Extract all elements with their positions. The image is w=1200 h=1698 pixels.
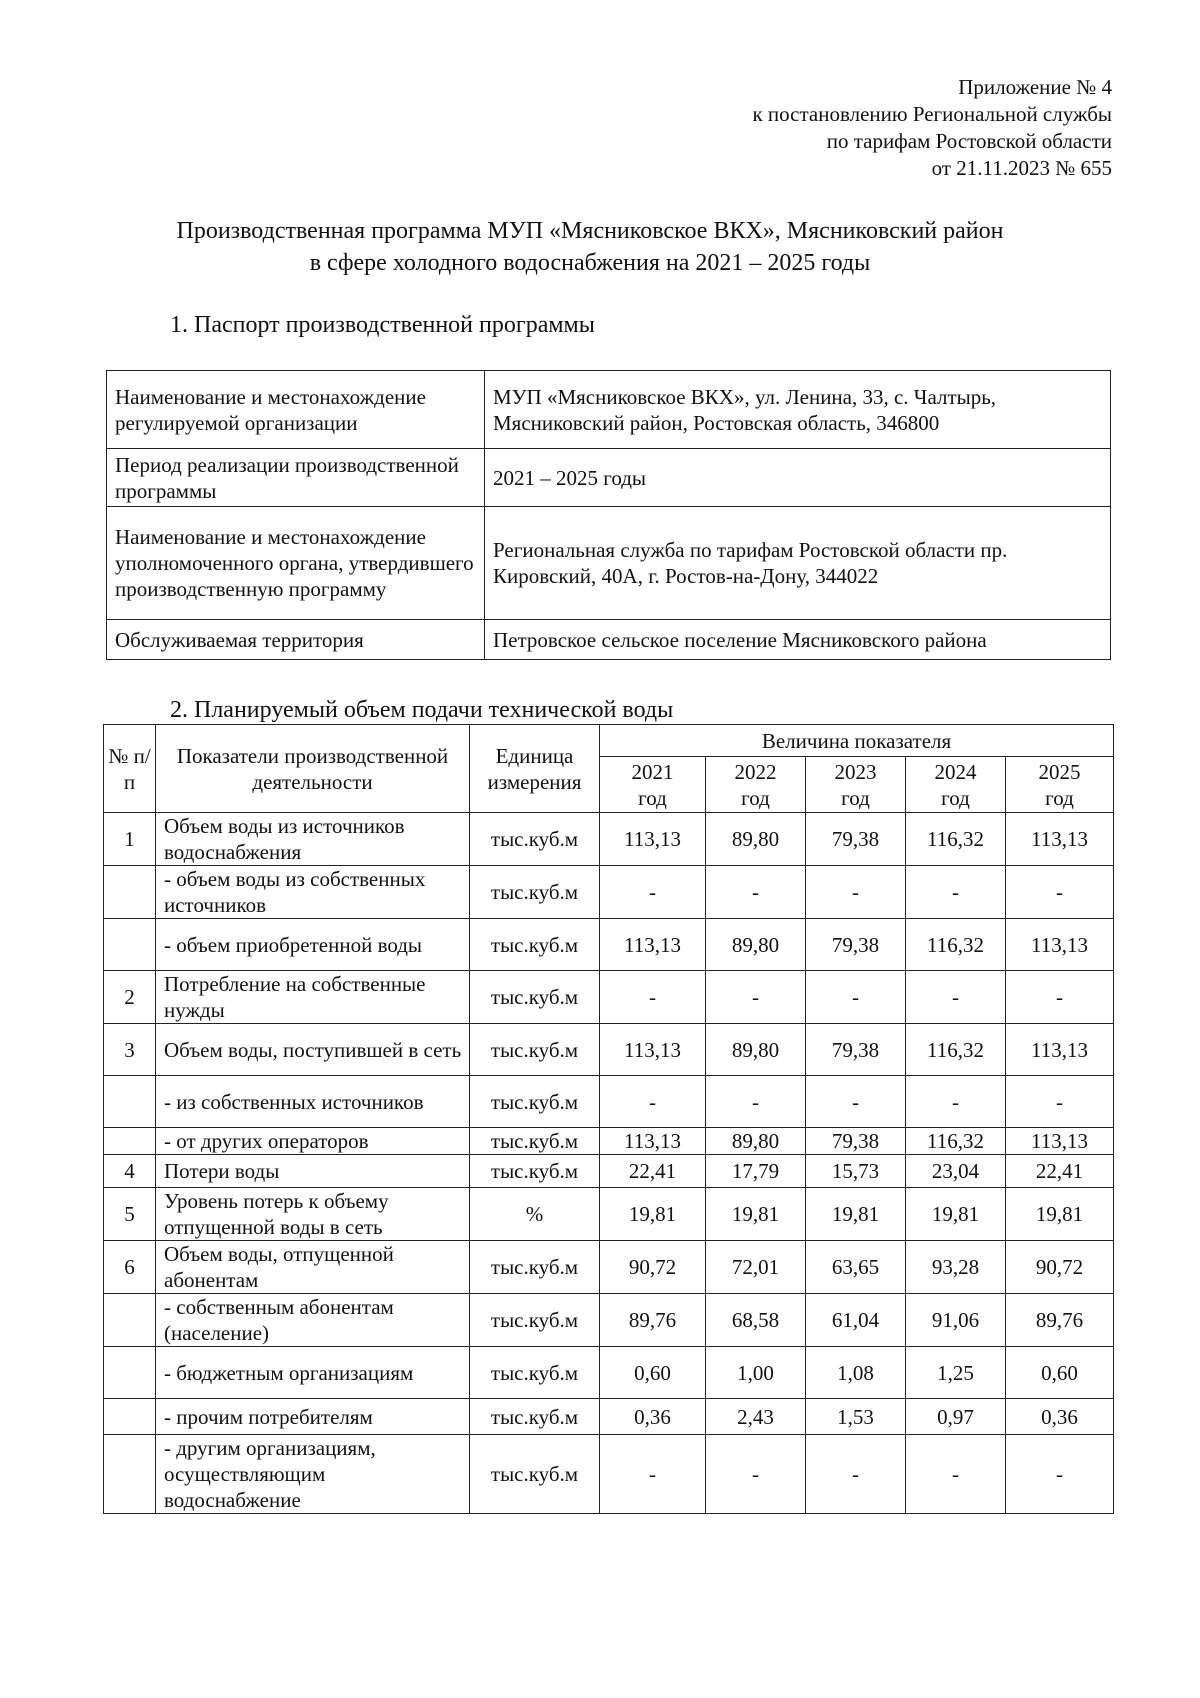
row-number: 6	[104, 1241, 156, 1294]
row-value: 116,32	[906, 1024, 1006, 1076]
table-row	[104, 1399, 1114, 1435]
header-indicator: Показатели производственной деятельности	[156, 725, 470, 813]
table-row	[104, 1347, 1114, 1399]
row-value: 1,08	[806, 1347, 906, 1399]
passport-row	[107, 507, 1111, 620]
passport-table	[106, 370, 1111, 660]
row-value: -	[906, 971, 1006, 1024]
row-value: -	[600, 866, 706, 919]
row-value: 113,13	[1006, 1024, 1114, 1076]
row-value: 89,76	[600, 1294, 706, 1347]
row-number	[104, 866, 156, 919]
row-value: 113,13	[1006, 1128, 1114, 1155]
passport-label: Период реализации производственной программы	[107, 449, 485, 507]
row-value: 113,13	[600, 1024, 706, 1076]
row-value: -	[1006, 1076, 1114, 1128]
row-indicator: Потребление на собственные нужды	[156, 971, 470, 1024]
appendix-line: от 21.11.2023 № 655	[931, 156, 1112, 180]
table-row	[104, 813, 1114, 866]
row-value: 72,01	[706, 1241, 806, 1294]
header-year: 2023 год	[806, 757, 906, 813]
header-year: 2024 год	[906, 757, 1006, 813]
row-value: 19,81	[600, 1188, 706, 1241]
row-indicator: - прочим потребителям	[156, 1399, 470, 1435]
row-value: 89,80	[706, 919, 806, 971]
row-number: 4	[104, 1155, 156, 1188]
row-unit: тыс.куб.м	[470, 1241, 600, 1294]
row-value: -	[1006, 866, 1114, 919]
row-value: 63,65	[806, 1241, 906, 1294]
row-number	[104, 1294, 156, 1347]
volume-header-row	[104, 725, 1114, 757]
document-title-line-2: в сфере холодного водоснабжения на 2021 – 2025 годы	[309, 250, 871, 276]
table-row	[104, 1435, 1114, 1514]
table-row	[104, 919, 1114, 971]
table-row	[104, 1294, 1114, 1347]
row-indicator: - собственным абонентам (население)	[156, 1294, 470, 1347]
passport-value: Региональная служба по тарифам Ростовской области пр. Кировский, 40А, г. Ростов-на-Дону, 344022	[485, 507, 1111, 620]
row-value: 19,81	[806, 1188, 906, 1241]
row-unit: тыс.куб.м	[470, 1024, 600, 1076]
row-unit: тыс.куб.м	[470, 866, 600, 919]
row-value: 79,38	[806, 1024, 906, 1076]
table-row	[104, 1155, 1114, 1188]
row-unit: тыс.куб.м	[470, 971, 600, 1024]
row-value: -	[806, 866, 906, 919]
row-indicator: - от других операторов	[156, 1128, 470, 1155]
row-indicator: - другим организациям, осуществляющим водоснабжение	[156, 1435, 470, 1514]
passport-row	[107, 371, 1111, 449]
row-value: 89,80	[706, 813, 806, 866]
row-value: -	[706, 866, 806, 919]
passport-value: МУП «Мясниковское ВКХ», ул. Ленина, 33, с. Чалтырь, Мясниковский район, Ростовская область, 346800	[485, 371, 1111, 449]
row-unit: тыс.куб.м	[470, 1076, 600, 1128]
row-value: 93,28	[906, 1241, 1006, 1294]
table-row	[104, 1128, 1114, 1155]
row-value: -	[706, 1435, 806, 1514]
row-value: 61,04	[806, 1294, 906, 1347]
appendix-header	[752, 74, 1112, 182]
row-value: -	[706, 971, 806, 1024]
row-value: 113,13	[600, 919, 706, 971]
row-value: 113,13	[1006, 813, 1114, 866]
row-value: 116,32	[906, 813, 1006, 866]
row-number	[104, 1399, 156, 1435]
row-value: 113,13	[600, 1128, 706, 1155]
passport-label: Наименование и местонахождение уполномоченного органа, утвердившего производственную программу	[107, 507, 485, 620]
row-value: 15,73	[806, 1155, 906, 1188]
row-indicator: - объем приобретенной воды	[156, 919, 470, 971]
row-value: 79,38	[806, 1128, 906, 1155]
row-indicator: Объем воды, поступившей в сеть	[156, 1024, 470, 1076]
row-value: -	[600, 1435, 706, 1514]
row-value: 113,13	[600, 813, 706, 866]
passport-value: Петровское сельское поселение Мясниковского района	[485, 620, 1111, 660]
row-value: 0,60	[600, 1347, 706, 1399]
row-value: -	[600, 1076, 706, 1128]
row-value: -	[806, 1076, 906, 1128]
row-value: -	[706, 1076, 806, 1128]
appendix-line: к постановлению Региональной службы	[752, 102, 1112, 126]
row-value: 23,04	[906, 1155, 1006, 1188]
passport-row	[107, 449, 1111, 507]
row-value: 68,58	[706, 1294, 806, 1347]
row-unit: тыс.куб.м	[470, 1347, 600, 1399]
appendix-line: Приложение № 4	[958, 75, 1112, 99]
table-row	[104, 1241, 1114, 1294]
row-value: 1,00	[706, 1347, 806, 1399]
header-unit: Единица измерения	[470, 725, 600, 813]
row-unit: тыс.куб.м	[470, 1294, 600, 1347]
row-value: 0,36	[600, 1399, 706, 1435]
row-value: 19,81	[706, 1188, 806, 1241]
row-value: 79,38	[806, 919, 906, 971]
row-number: 5	[104, 1188, 156, 1241]
row-value: 79,38	[806, 813, 906, 866]
row-value: 0,60	[1006, 1347, 1114, 1399]
row-indicator: Потери воды	[156, 1155, 470, 1188]
table-row	[104, 971, 1114, 1024]
row-value: 89,76	[1006, 1294, 1114, 1347]
appendix-line: по тарифам Ростовской области	[826, 129, 1112, 153]
row-indicator: - объем воды из собственных источников	[156, 866, 470, 919]
row-value: 0,97	[906, 1399, 1006, 1435]
row-value: 116,32	[906, 919, 1006, 971]
row-value: 1,53	[806, 1399, 906, 1435]
header-value-group: Величина показателя	[600, 725, 1114, 757]
row-number	[104, 919, 156, 971]
row-value: 19,81	[906, 1188, 1006, 1241]
row-value: 2,43	[706, 1399, 806, 1435]
row-value: 17,79	[706, 1155, 806, 1188]
row-value: 116,32	[906, 1128, 1006, 1155]
passport-value: 2021 – 2025 годы	[485, 449, 1111, 507]
header-year: 2022 год	[706, 757, 806, 813]
row-value: 89,80	[706, 1128, 806, 1155]
table-row	[104, 1076, 1114, 1128]
row-unit: %	[470, 1188, 600, 1241]
row-value: 91,06	[906, 1294, 1006, 1347]
document-title-line-1: Производственная программа МУП «Мясниковское ВКХ», Мясниковский район	[176, 218, 1004, 244]
row-unit: тыс.куб.м	[470, 1435, 600, 1514]
table-row	[104, 1024, 1114, 1076]
row-unit: тыс.куб.м	[470, 813, 600, 866]
row-indicator: Объем воды из источников водоснабжения	[156, 813, 470, 866]
row-unit: тыс.куб.м	[470, 1128, 600, 1155]
table-row	[104, 866, 1114, 919]
row-value: -	[806, 1435, 906, 1514]
row-number	[104, 1347, 156, 1399]
row-number	[104, 1128, 156, 1155]
row-value: -	[1006, 1435, 1114, 1514]
row-indicator: Объем воды, отпущенной абонентам	[156, 1241, 470, 1294]
row-value: -	[1006, 971, 1114, 1024]
row-number	[104, 1076, 156, 1128]
row-value: -	[906, 866, 1006, 919]
row-unit: тыс.куб.м	[470, 1155, 600, 1188]
section-heading-volume: 2. Планируемый объем подачи технической воды	[170, 697, 674, 723]
volume-table	[103, 724, 1114, 1514]
header-year: 2021 год	[600, 757, 706, 813]
row-indicator: Уровень потерь к объему отпущенной воды в сеть	[156, 1188, 470, 1241]
header-year: 2025 год	[1006, 757, 1114, 813]
row-unit: тыс.куб.м	[470, 919, 600, 971]
table-row	[104, 1188, 1114, 1241]
document-title	[60, 215, 1120, 279]
passport-label: Наименование и местонахождение регулируемой организации	[107, 371, 485, 449]
passport-label: Обслуживаемая территория	[107, 620, 485, 660]
header-no: № п/п	[104, 725, 156, 813]
volume-table-body	[104, 813, 1114, 1514]
row-value: 19,81	[1006, 1188, 1114, 1241]
row-indicator: - из собственных источников	[156, 1076, 470, 1128]
row-value: 22,41	[600, 1155, 706, 1188]
row-value: -	[906, 1435, 1006, 1514]
row-number: 3	[104, 1024, 156, 1076]
row-value: 89,80	[706, 1024, 806, 1076]
row-number	[104, 1435, 156, 1514]
row-unit: тыс.куб.м	[470, 1399, 600, 1435]
row-value: 22,41	[1006, 1155, 1114, 1188]
row-value: -	[806, 971, 906, 1024]
row-number: 1	[104, 813, 156, 866]
row-value: -	[600, 971, 706, 1024]
row-number: 2	[104, 971, 156, 1024]
passport-row	[107, 620, 1111, 660]
section-heading-passport: 1. Паспорт производственной программы	[170, 312, 595, 338]
row-indicator: - бюджетным организациям	[156, 1347, 470, 1399]
row-value: 1,25	[906, 1347, 1006, 1399]
row-value: 90,72	[600, 1241, 706, 1294]
row-value: 113,13	[1006, 919, 1114, 971]
row-value: -	[906, 1076, 1006, 1128]
row-value: 0,36	[1006, 1399, 1114, 1435]
row-value: 90,72	[1006, 1241, 1114, 1294]
